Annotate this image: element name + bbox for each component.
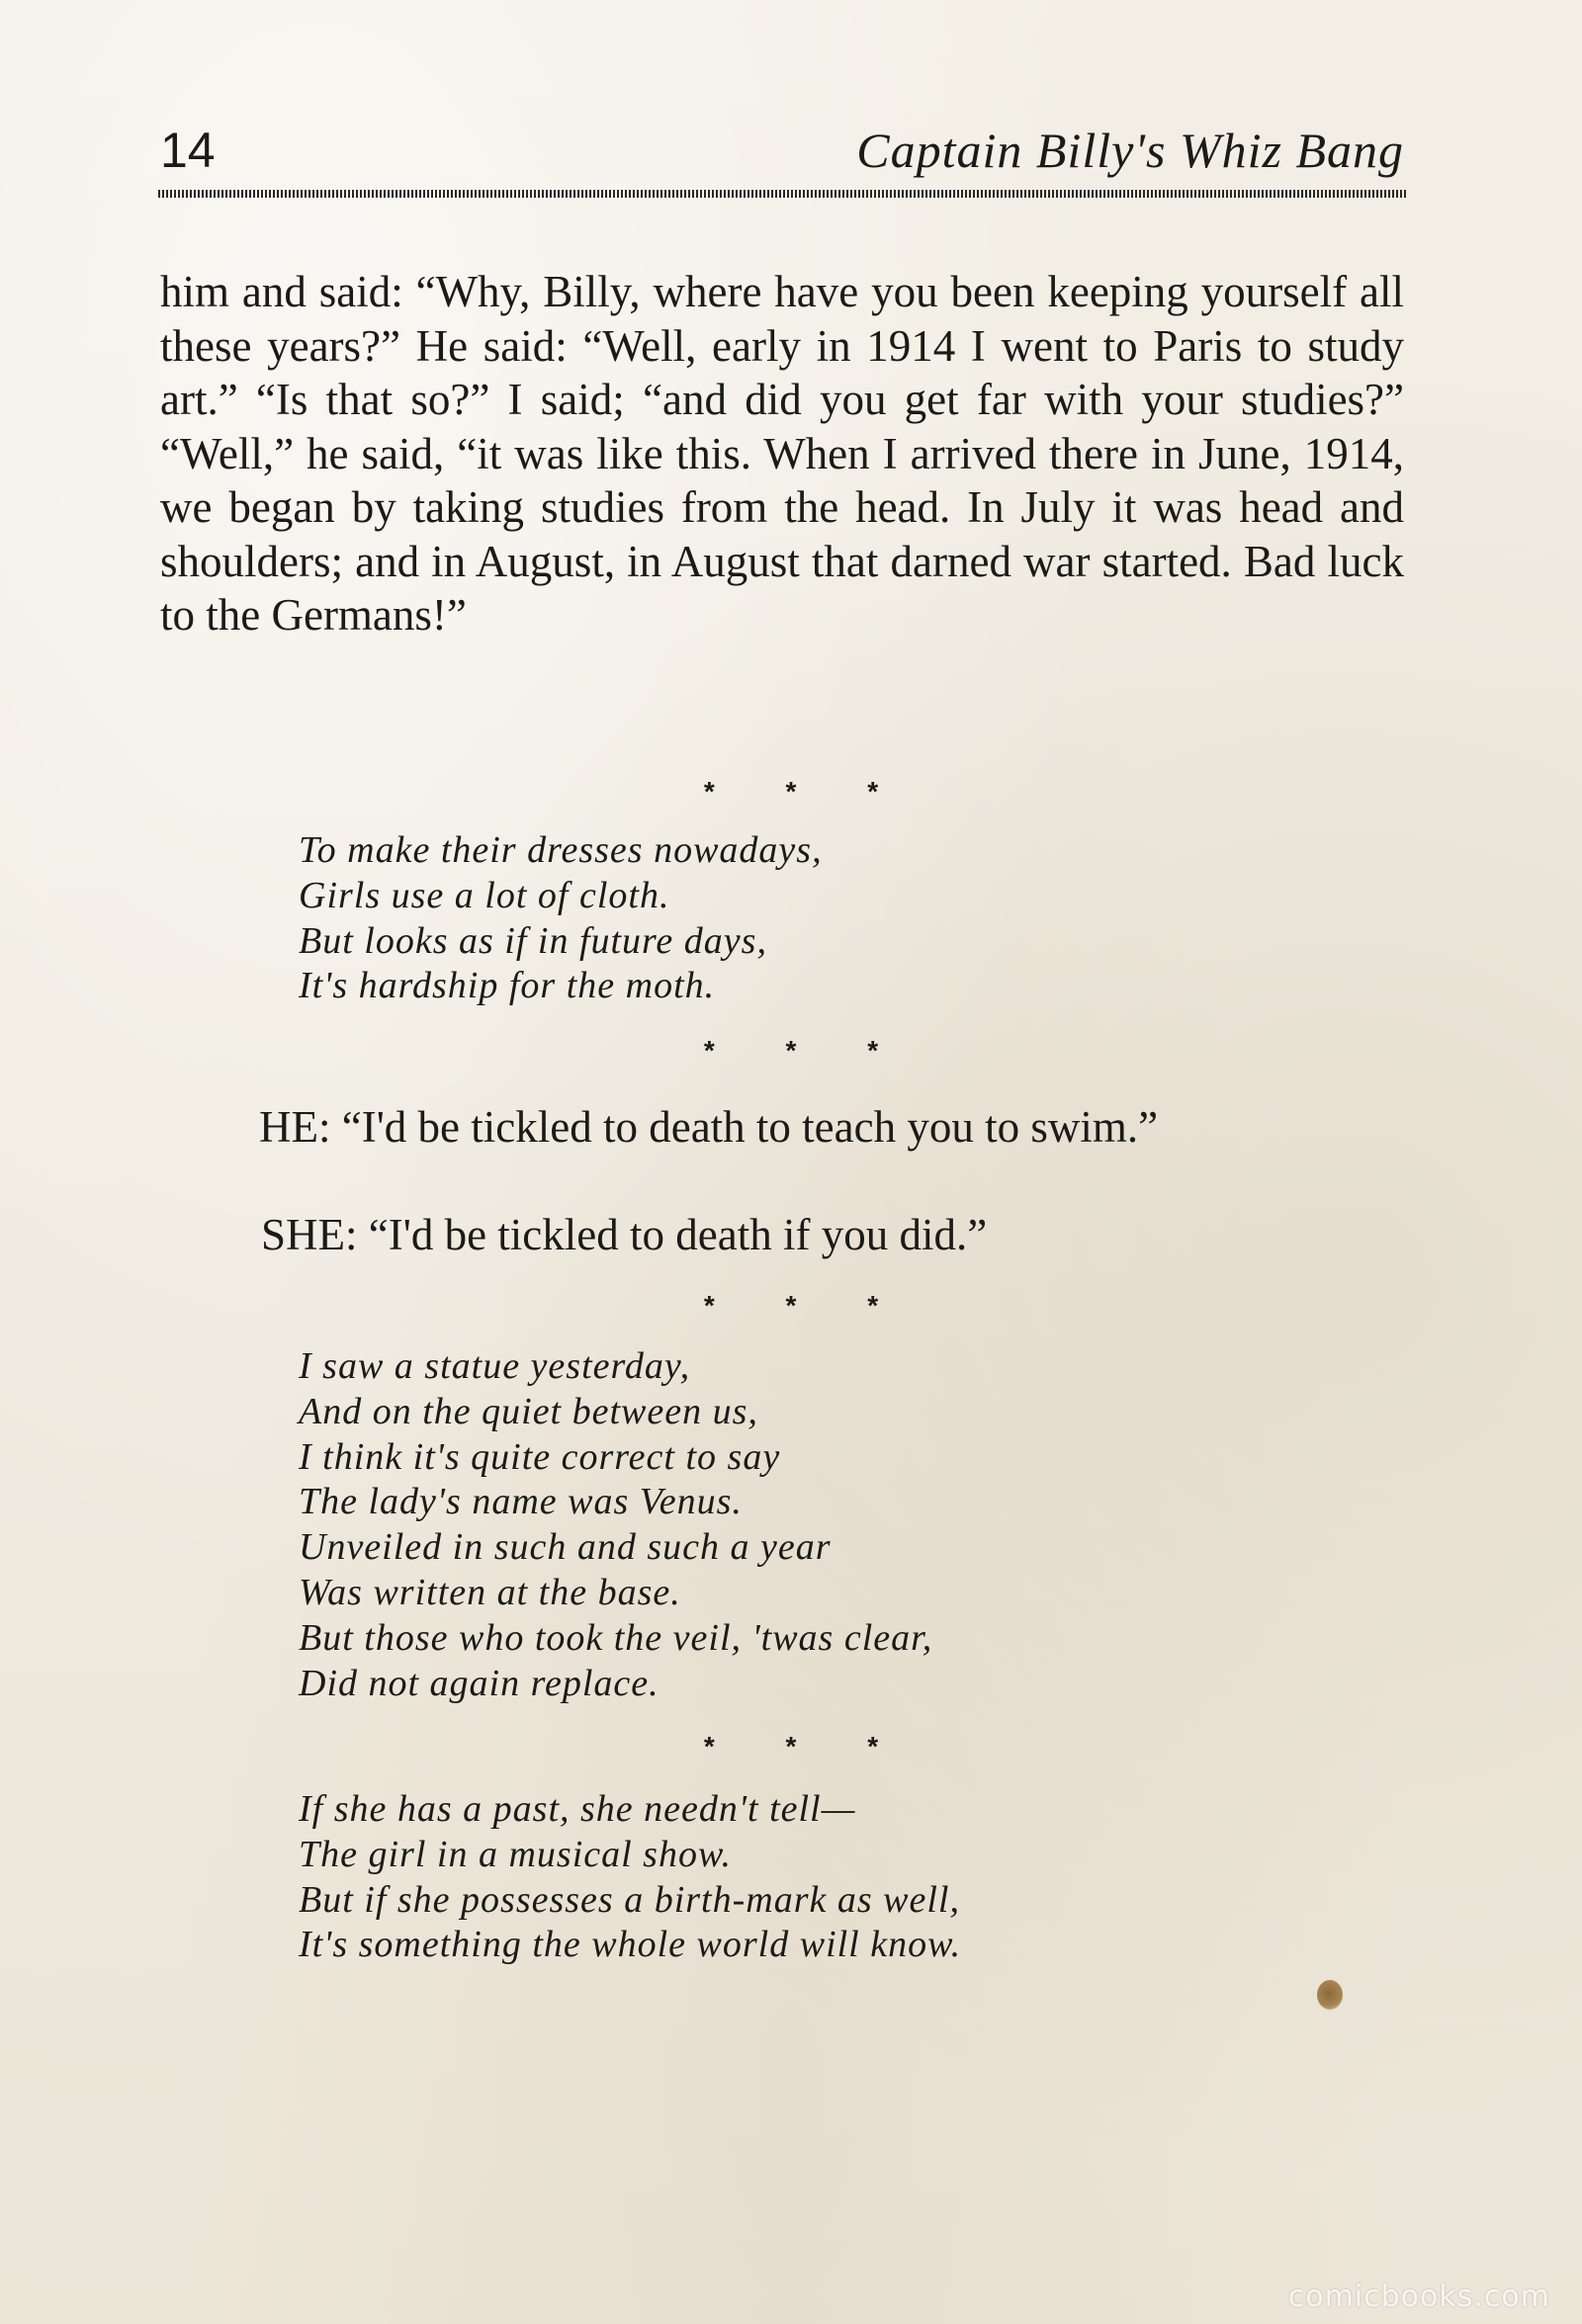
verse-line: The girl in a musical show. <box>299 1833 732 1875</box>
verse-line: Unveiled in such and such a year <box>299 1526 832 1569</box>
verse-line: And on the quiet between us, <box>299 1390 758 1432</box>
verse-line: I think it's quite correct to say <box>299 1435 781 1478</box>
separator-stars-4: * * * <box>703 1731 879 1762</box>
verse-line: I saw a statue yesterday, <box>299 1345 691 1387</box>
verse-line: If she has a past, she needn't tell— <box>299 1788 856 1830</box>
verse-line: Was written at the base. <box>299 1571 681 1613</box>
verse-line: It's hardship for the moth. <box>299 965 716 1007</box>
separator-stars-2: * * * <box>703 1035 879 1066</box>
paper-stain <box>1317 1980 1343 2010</box>
separator-stars-1: * * * <box>703 776 879 807</box>
verse-line: But if she possesses a birth-mark as well, <box>299 1878 960 1921</box>
verse-line: Girls use a lot of cloth. <box>299 874 670 916</box>
page-number: 14 <box>160 123 216 178</box>
separator-stars-3: * * * <box>703 1290 879 1321</box>
dialogue-he <box>160 1102 1408 1152</box>
watermark: comicbooks.com <box>1287 2280 1550 2314</box>
story-paragraph: him and said: “Why, Billy, where have you been keeping yourself all these years?” He said: “Well, early in 1914 I went to Paris to study art.” “Is that so?” I said; “and did you get far with your studies?” “Well,” he said, “it was like this. When I arrived there in June, 1914, we began by taking studies from the head. In July it was head and shoulders; and in August, in August that darned war started. Bad luck to the Germans!” <box>160 267 1404 640</box>
verse-birthmark <box>299 1787 1386 1968</box>
dialogue-she: SHE: “I'd be tickled to death if you did.” <box>261 1210 988 1259</box>
verse-line: It's something the whole world will know. <box>299 1924 962 1966</box>
verse-moth <box>299 828 1386 1009</box>
verse-line: To make their dresses nowadays, <box>299 829 823 871</box>
header-rule <box>158 190 1406 198</box>
verse-line: But those who took the veil, 'twas clear, <box>299 1616 933 1659</box>
running-title: Captain Billy's Whiz Bang <box>856 123 1404 178</box>
verse-statue <box>299 1344 1386 1706</box>
verse-line: But looks as if in future days, <box>299 919 767 962</box>
dialogue-he-text: HE: “I'd be tickled to death to teach you to swim.” <box>259 1102 1159 1152</box>
verse-line: The lady's name was Venus. <box>299 1481 743 1523</box>
verse-line: Did not again replace. <box>299 1662 659 1704</box>
page-header <box>160 121 1404 190</box>
